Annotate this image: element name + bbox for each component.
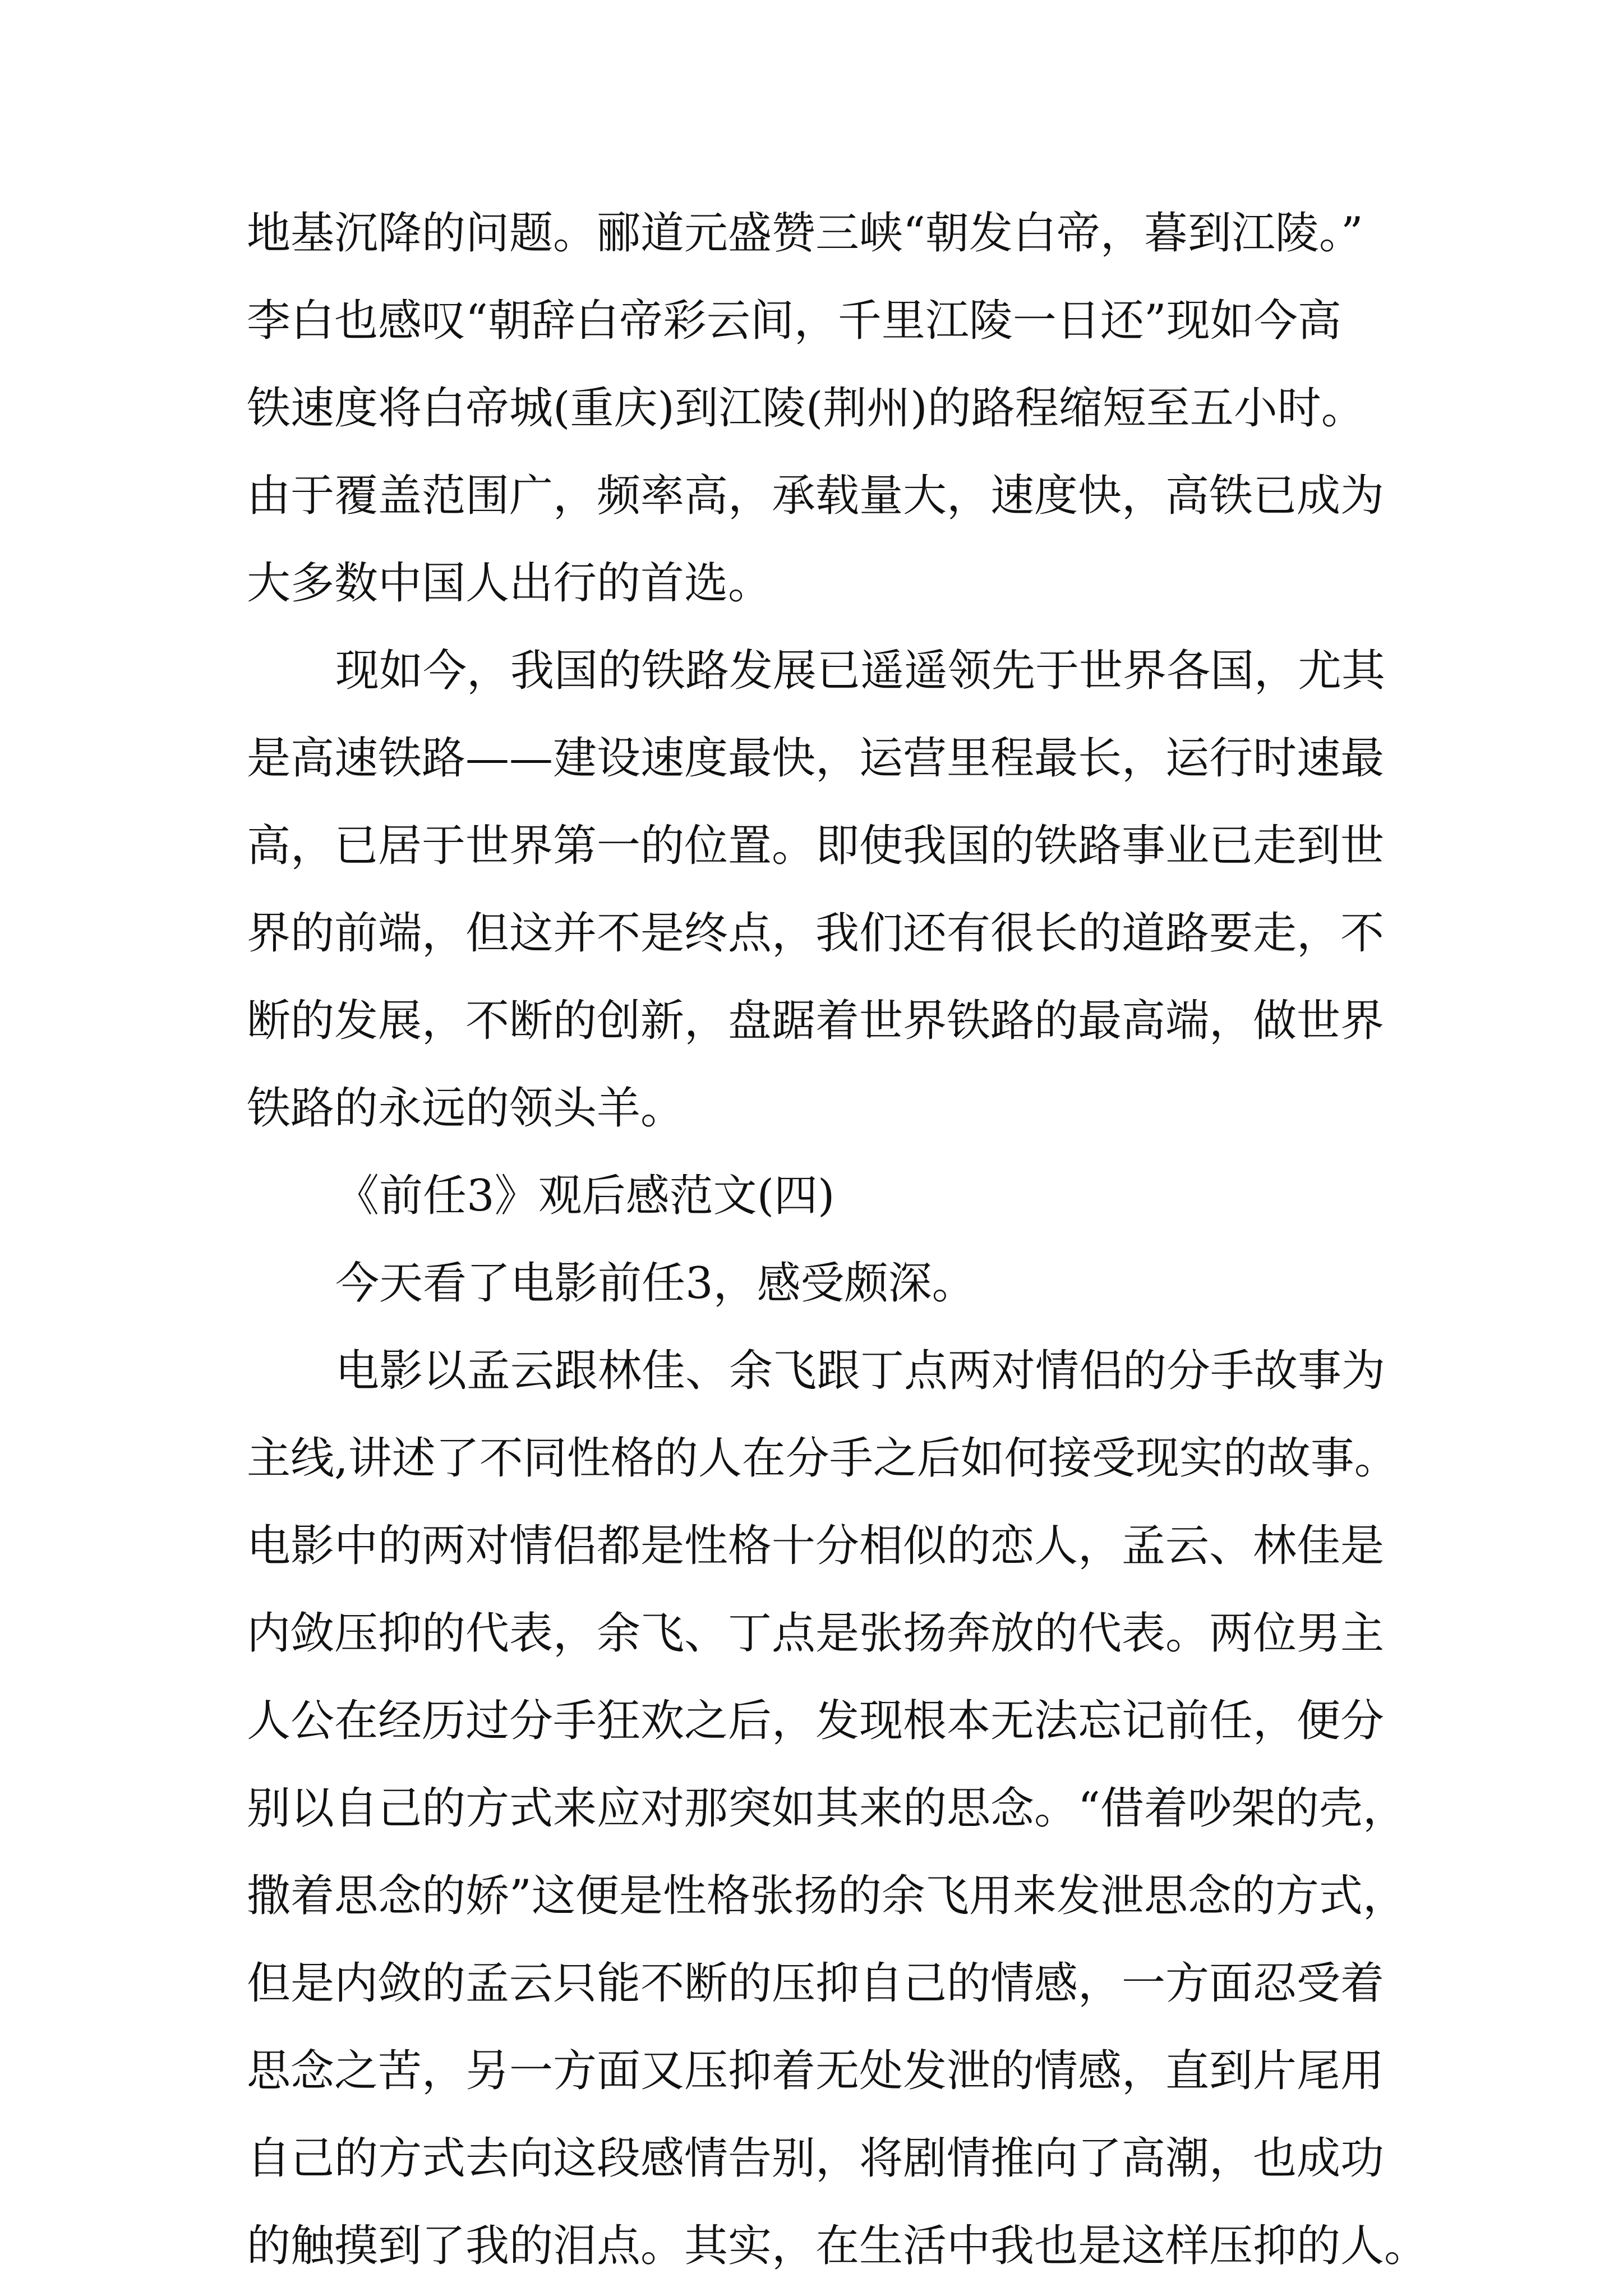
paragraph-line: 由于覆盖范围广，频率高，承载量大，速度快，高铁已成为: [247, 471, 1385, 521]
paragraph-line: 断的发展，不断的创新，盘踞着世界铁路的最高端，做世界: [247, 996, 1385, 1046]
paragraph-line: 界的前端，但这并不是终点，我们还有很长的道路要走，不: [247, 908, 1385, 959]
paragraph-line: 自己的方式去向这段感情告别，将剧情推向了高潮，也成功: [247, 2133, 1385, 2184]
paragraph-line: 主线,讲述了不同性格的人在分手之后如何接受现实的故事。: [247, 1433, 1398, 1484]
paragraph-line: 思念之苦，另一方面又压抑着无处发泄的情感，直到片尾用: [247, 2046, 1385, 2096]
paragraph-line: 别以自己的方式来应对那突如其来的思念。“借着吵架的壳，: [247, 1783, 1407, 1834]
paragraph-line: 但是内敛的孟云只能不断的压抑自己的情感，一方面忍受着: [247, 1958, 1385, 2009]
paragraph-line: 的触摸到了我的泪点。其实，在生活中我也是这样压抑的人。: [247, 2221, 1428, 2271]
paragraph-line: 内敛压抑的代表，余飞、丁点是张扬奔放的代表。两位男主: [247, 1608, 1385, 1659]
paragraph-line: 人公在经历过分手狂欢之后，发现根本无法忘记前任，便分: [247, 1696, 1385, 1746]
paragraph-line: 地基沉降的问题。郦道元盛赞三峡“朝发白帝，暮到江陵。”: [247, 208, 1363, 259]
paragraph-line: 高，已居于世界第一的位置。即使我国的铁路事业已走到世: [247, 821, 1385, 871]
paragraph-line: 铁路的永远的领头羊。: [247, 1083, 685, 1134]
paragraph-line: 今天看了电影前任3，感受颇深。: [335, 1258, 976, 1309]
paragraph-line: 大多数中国人出行的首选。: [247, 558, 772, 609]
paragraph-line: 是高速铁路——建设速度最快，运营里程最长，运行时速最: [247, 733, 1385, 784]
paragraph-line: 铁速度将白帝城(重庆)到江陵(荆州)的路程缩短至五小时。: [247, 383, 1365, 434]
paragraph-line: 现如今，我国的铁路发展已遥遥领先于世界各国，尤其: [335, 646, 1386, 696]
section-heading: 《前任3》观后感范文(四): [335, 1171, 835, 1221]
paragraph-line: 李白也感叹“朝辞白帝彩云间，千里江陵一日还”现如今高: [247, 296, 1341, 346]
paragraph-line: 电影以孟云跟林佳、余飞跟丁点两对情侣的分手故事为: [335, 1346, 1386, 1396]
paragraph-line: 电影中的两对情侣都是性格十分相似的恋人，孟云、林佳是: [247, 1521, 1385, 1571]
paragraph-line: 撒着思念的娇”这便是性格张扬的余飞用来发泄思念的方式，: [247, 1871, 1407, 1921]
